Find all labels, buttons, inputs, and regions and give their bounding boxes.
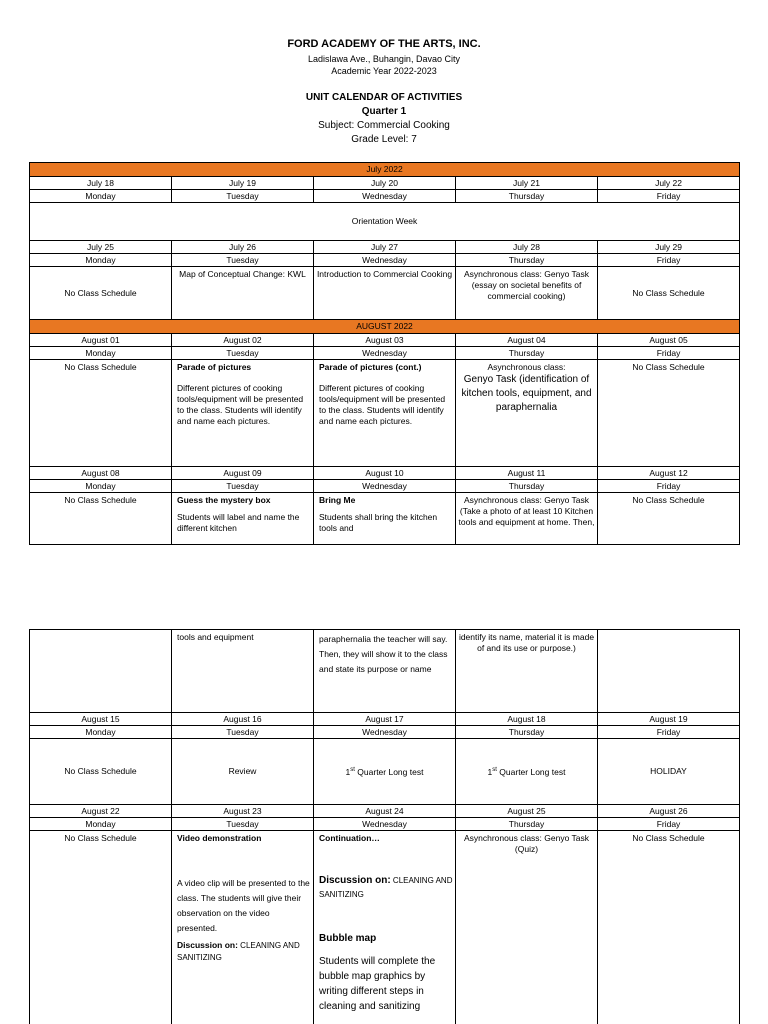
unit-title: UNIT CALENDAR OF ACTIVITIES bbox=[305, 92, 463, 103]
date-cell: August 24 bbox=[314, 805, 456, 818]
day-cell: Friday bbox=[598, 726, 740, 739]
day-cell: Tuesday bbox=[172, 818, 314, 831]
day-cell: Thursday bbox=[456, 190, 598, 203]
activity-cell: Asynchronous class: Genyo Task (Quiz) bbox=[456, 831, 598, 1024]
date-row bbox=[30, 334, 740, 347]
day-cell: Wednesday bbox=[314, 347, 456, 360]
activity-title: Guess the mystery box bbox=[177, 495, 271, 505]
activity-cell bbox=[172, 360, 314, 467]
quarter-label: Quarter 1 bbox=[361, 106, 407, 117]
month-row-july bbox=[30, 163, 740, 177]
activity-cell bbox=[30, 630, 172, 713]
date-row bbox=[30, 713, 740, 726]
day-cell: Thursday bbox=[456, 818, 598, 831]
orientation-cell: Orientation Week bbox=[30, 203, 740, 241]
date-cell: August 02 bbox=[172, 334, 314, 347]
ordinal-suffix: st bbox=[492, 767, 497, 774]
day-cell: Wednesday bbox=[314, 818, 456, 831]
ordinal-number: 1 bbox=[345, 766, 351, 777]
ordinal-suffix: st bbox=[350, 767, 355, 774]
date-cell: August 16 bbox=[172, 713, 314, 726]
discussion-text: CLEANING AND SANITIZING bbox=[319, 876, 453, 899]
day-cell: Wednesday bbox=[314, 480, 456, 493]
date-cell: August 03 bbox=[314, 334, 456, 347]
day-cell: Monday bbox=[30, 480, 172, 493]
date-cell: July 26 bbox=[172, 241, 314, 254]
date-row bbox=[30, 241, 740, 254]
activity-cell: No Class Schedule bbox=[30, 360, 172, 467]
activity-body: Students shall bring the kitchen tools and bbox=[319, 512, 438, 533]
school-address: Ladislawa Ave., Buhangin, Davao City bbox=[308, 54, 460, 64]
activity-cell: No Class Schedule bbox=[598, 493, 740, 545]
day-cell: Monday bbox=[30, 254, 172, 267]
activity-cell: No Class Schedule bbox=[598, 831, 740, 1024]
activity-row bbox=[30, 267, 740, 320]
activity-cell bbox=[314, 360, 456, 467]
month-label: July 2022 bbox=[30, 163, 740, 177]
activity-cell: No Class Schedule bbox=[30, 831, 172, 1024]
day-cell: Friday bbox=[598, 818, 740, 831]
activity-body: Different pictures of cooking tools/equipment will be presented to the class. Students will identify and name each pictures. bbox=[319, 383, 446, 426]
date-cell: August 04 bbox=[456, 334, 598, 347]
day-row bbox=[30, 480, 740, 493]
date-row bbox=[30, 177, 740, 190]
activity-cell: No Class Schedule bbox=[598, 360, 740, 467]
date-cell: July 21 bbox=[456, 177, 598, 190]
activity-cell: No Class Schedule bbox=[598, 267, 740, 320]
day-cell: Wednesday bbox=[314, 254, 456, 267]
day-row bbox=[30, 190, 740, 203]
activity-cell: Asynchronous class: Genyo Task (essay on societal benefits of commercial cooking) bbox=[456, 267, 598, 320]
grade-label: Grade Level: 7 bbox=[351, 134, 417, 145]
date-cell: July 27 bbox=[314, 241, 456, 254]
day-cell: Thursday bbox=[456, 347, 598, 360]
day-cell: Wednesday bbox=[314, 190, 456, 203]
day-cell: Thursday bbox=[456, 254, 598, 267]
activity-cell bbox=[172, 493, 314, 545]
date-cell: August 19 bbox=[598, 713, 740, 726]
date-cell: July 19 bbox=[172, 177, 314, 190]
activity-cell bbox=[598, 630, 740, 713]
activity-title: Video demonstration bbox=[177, 833, 262, 843]
discussion-label: Discussion on: bbox=[319, 875, 391, 886]
day-cell: Tuesday bbox=[172, 480, 314, 493]
day-cell: Friday bbox=[598, 347, 740, 360]
day-cell: Wednesday bbox=[314, 726, 456, 739]
activity-text: Asynchronous class: bbox=[487, 362, 566, 372]
date-cell: July 25 bbox=[30, 241, 172, 254]
calendar-table-page2 bbox=[29, 629, 740, 1024]
activity-cell bbox=[456, 360, 598, 467]
activity-row bbox=[30, 203, 740, 241]
date-cell: August 10 bbox=[314, 467, 456, 480]
activity-title: Bring Me bbox=[319, 495, 356, 505]
day-cell: Thursday bbox=[456, 726, 598, 739]
date-cell: August 12 bbox=[598, 467, 740, 480]
activity-text: Quarter Long test bbox=[496, 766, 566, 777]
date-cell: August 08 bbox=[30, 467, 172, 480]
day-cell: Tuesday bbox=[172, 254, 314, 267]
day-cell: Friday bbox=[598, 254, 740, 267]
date-cell: August 18 bbox=[456, 713, 598, 726]
day-row bbox=[30, 254, 740, 267]
calendar-table-page1 bbox=[29, 162, 740, 545]
activity-body: Students will complete the bubble map graphics by writing different steps in cleaning and sanitizing bbox=[319, 956, 436, 1012]
activity-cell: Map of Conceptual Change: KWL bbox=[172, 267, 314, 320]
subject-label: Subject: Commercial Cooking bbox=[318, 120, 450, 131]
date-cell: July 28 bbox=[456, 241, 598, 254]
day-row bbox=[30, 347, 740, 360]
date-cell: July 29 bbox=[598, 241, 740, 254]
activity-row-continued bbox=[30, 630, 740, 713]
activity-cell: No Class Schedule bbox=[30, 493, 172, 545]
activity-cell bbox=[314, 493, 456, 545]
date-cell: August 05 bbox=[598, 334, 740, 347]
day-cell: Monday bbox=[30, 190, 172, 203]
day-cell: Tuesday bbox=[172, 190, 314, 203]
activity-cell: Review bbox=[172, 739, 314, 805]
activity-cell bbox=[172, 831, 314, 1024]
academic-year: Academic Year 2022-2023 bbox=[331, 66, 437, 76]
activity-cell bbox=[456, 739, 598, 805]
day-cell: Thursday bbox=[456, 480, 598, 493]
activity-cell: No Class Schedule bbox=[30, 739, 172, 805]
date-cell: August 23 bbox=[172, 805, 314, 818]
activity-cell bbox=[314, 739, 456, 805]
date-cell: August 15 bbox=[30, 713, 172, 726]
day-cell: Friday bbox=[598, 190, 740, 203]
day-cell: Monday bbox=[30, 726, 172, 739]
activity-body: Different pictures of cooking tools/equipment will be presented to the class. Students will identify and name each pictures. bbox=[177, 383, 304, 426]
date-cell: August 25 bbox=[456, 805, 598, 818]
month-label: AUGUST 2022 bbox=[30, 320, 740, 334]
date-cell: August 26 bbox=[598, 805, 740, 818]
day-row bbox=[30, 726, 740, 739]
activity-row bbox=[30, 360, 740, 467]
date-row bbox=[30, 805, 740, 818]
activity-body: Students will label and name the different kitchen bbox=[177, 512, 300, 533]
date-row bbox=[30, 467, 740, 480]
date-cell: August 11 bbox=[456, 467, 598, 480]
activity-cell: identify its name, material it is made of and its use or purpose.) bbox=[456, 630, 598, 713]
date-cell: August 17 bbox=[314, 713, 456, 726]
day-cell: Tuesday bbox=[172, 347, 314, 360]
day-cell: Tuesday bbox=[172, 726, 314, 739]
activity-text: Quarter Long test bbox=[354, 766, 424, 777]
activity-cell: tools and equipment bbox=[172, 630, 314, 713]
date-cell: August 01 bbox=[30, 334, 172, 347]
activity-cell: Introduction to Commercial Cooking bbox=[314, 267, 456, 320]
month-row-august bbox=[30, 320, 740, 334]
activity-cell: No Class Schedule bbox=[30, 267, 172, 320]
activity-title: Parade of pictures (cont.) bbox=[319, 362, 422, 372]
day-cell: Monday bbox=[30, 818, 172, 831]
activity-row bbox=[30, 831, 740, 1024]
ordinal-number: 1 bbox=[487, 766, 493, 777]
activity-cell: HOLIDAY bbox=[598, 739, 740, 805]
date-cell: July 20 bbox=[314, 177, 456, 190]
day-cell: Friday bbox=[598, 480, 740, 493]
activity-cell: Asynchronous class: Genyo Task (Take a photo of at least 10 Kitchen tools and equipment at home. Then, bbox=[456, 493, 598, 545]
day-cell: Monday bbox=[30, 347, 172, 360]
activity-text: Genyo Task (identification of kitchen tools, equipment, and paraphernalia bbox=[461, 374, 592, 413]
activity-title: Parade of pictures bbox=[177, 362, 252, 372]
discussion-text: CLEANING AND SANITIZING bbox=[177, 941, 300, 962]
activity-body: A video clip will be presented to the class. The students will give their observation on the video presented. bbox=[177, 878, 310, 933]
date-cell: July 18 bbox=[30, 177, 172, 190]
discussion-label: Discussion on: bbox=[177, 940, 238, 950]
activity-cell bbox=[314, 831, 456, 1024]
activity-cell: paraphernalia the teacher will say. Then, they will show it to the class and state its purpose or name bbox=[314, 630, 456, 713]
activity-title: Continuation… bbox=[319, 833, 380, 843]
date-cell: August 22 bbox=[30, 805, 172, 818]
school-name: FORD ACADEMY OF THE ARTS, INC. bbox=[287, 38, 481, 50]
activity-row bbox=[30, 493, 740, 545]
date-cell: August 09 bbox=[172, 467, 314, 480]
activity-title: Bubble map bbox=[319, 933, 377, 944]
activity-row bbox=[30, 739, 740, 805]
date-cell: July 22 bbox=[598, 177, 740, 190]
day-row bbox=[30, 818, 740, 831]
